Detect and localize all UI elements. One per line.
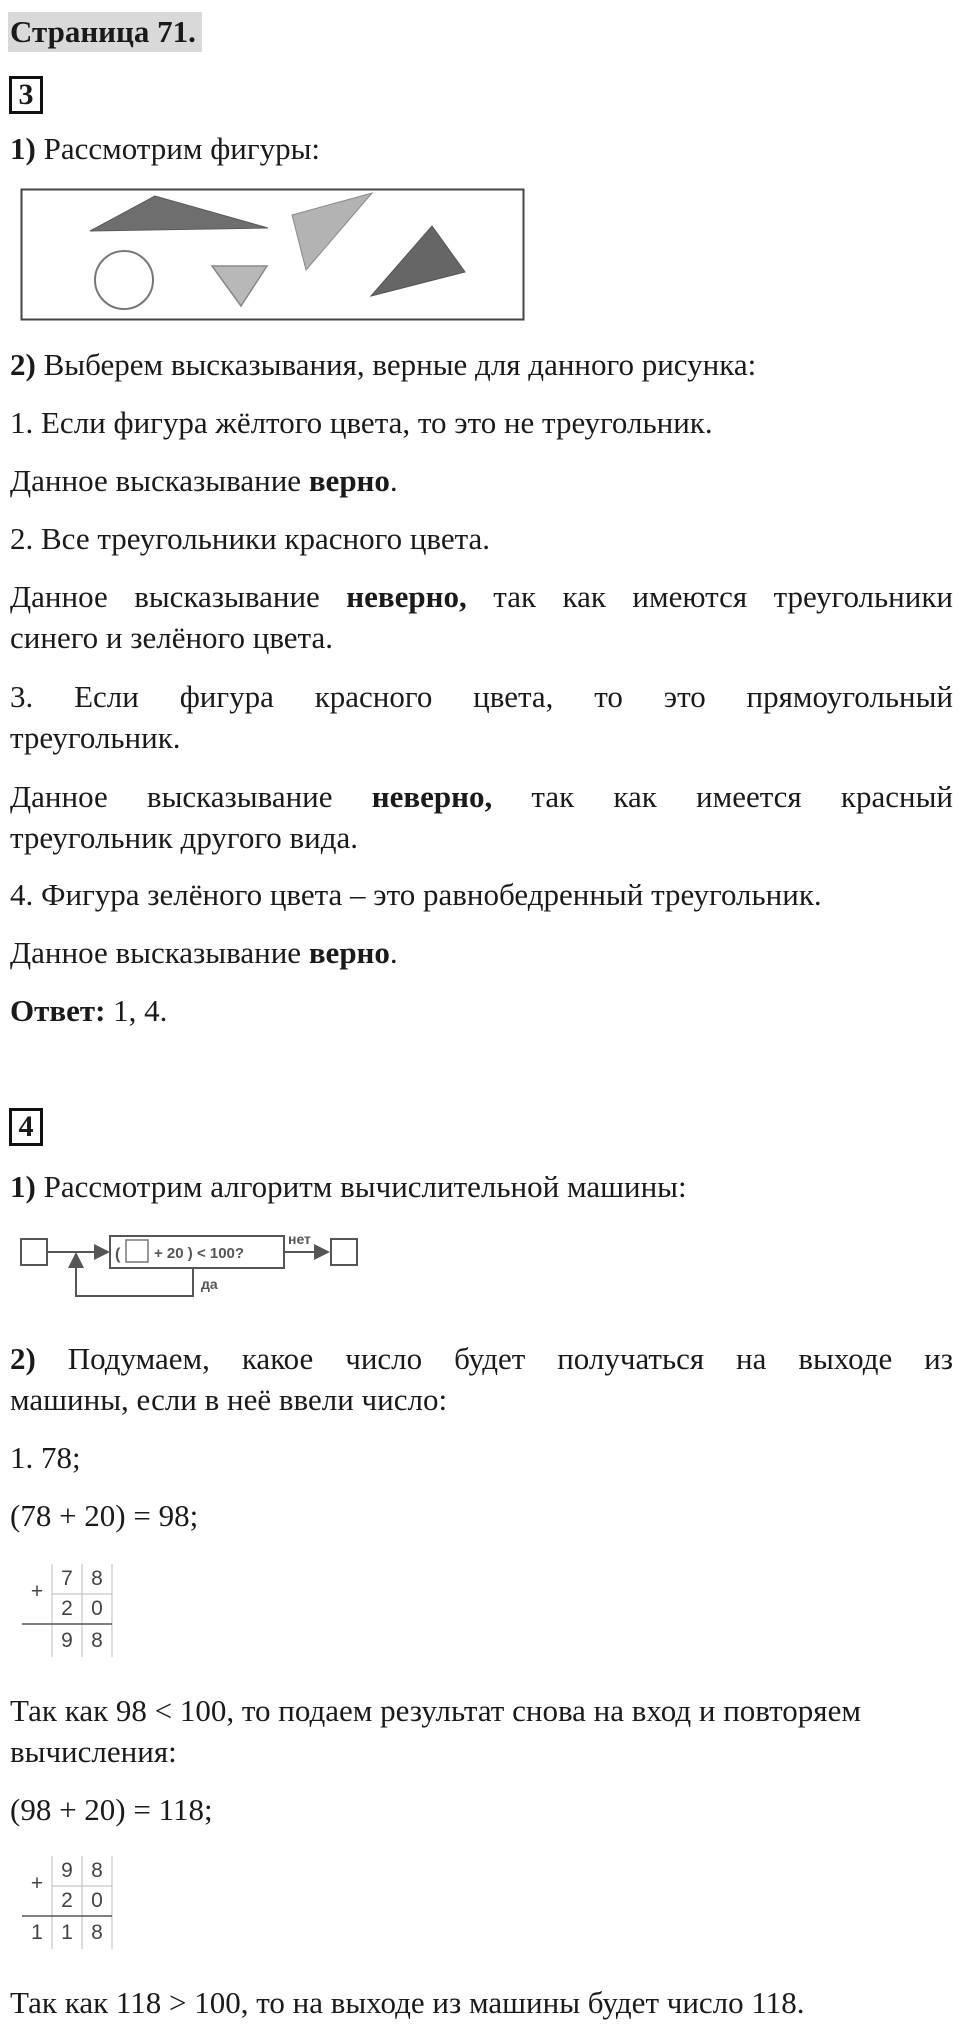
task-number-4: 4 — [9, 1108, 43, 1146]
verdict-2-line1 — [10, 576, 953, 618]
step-text: Рассмотрим алгоритм вычислительной машины: — [43, 1169, 687, 1204]
verdict-1 — [10, 460, 953, 502]
digit: 7 — [61, 1567, 73, 1590]
condition-open-paren: ( — [115, 1246, 121, 1263]
answer-value: 1, 4. — [105, 993, 168, 1028]
verdict-suffix: так как имеются треугольники — [466, 579, 953, 614]
task-number-3: 3 — [9, 76, 43, 114]
result-digit: 9 — [61, 1629, 73, 1652]
yellow-circle — [95, 251, 153, 309]
result-digit: 8 — [91, 1629, 103, 1652]
step-label: 2) — [10, 1341, 36, 1376]
verdict-prefix: Данное высказывание — [10, 935, 309, 970]
equation-2: (98 + 20) = 118; — [10, 1792, 213, 1827]
statement-3-line1: 3. Если фигура красного цвета, то это прямоугольный — [10, 679, 953, 714]
plus-sign: + — [30, 1872, 44, 1895]
task4-step2-line1 — [10, 1338, 953, 1380]
algorithm-diagram — [18, 1226, 368, 1308]
note-1-line1: Так как 98 < 100, то подаем результат снова на вход и повторяем — [10, 1693, 861, 1728]
verdict-2-line2: синего и зелёного цвета. — [10, 620, 333, 655]
answer-label: Ответ: — [10, 993, 106, 1028]
digit: 8 — [91, 1859, 103, 1882]
condition-text: + 20 ) < 100? — [154, 1245, 245, 1262]
task4-step2-line2: машины, если в неё ввели число: — [10, 1382, 448, 1417]
step-text: Подумаем, какое число будет получаться на выходе из — [67, 1341, 954, 1376]
column-addition-1 — [22, 1561, 122, 1659]
verdict-suffix: . — [389, 463, 398, 498]
item-1: 1. 78; — [10, 1440, 81, 1475]
statement-1: 1. Если фигура жёлтого цвета, то это не треугольник. — [10, 405, 713, 440]
shapes-figure — [20, 188, 525, 321]
verdict-suffix: так как имеется красный — [492, 779, 953, 814]
note-1-line2: вычисления: — [10, 1734, 177, 1769]
task3-step2 — [10, 344, 953, 386]
statement-3-line2: треугольник. — [10, 720, 181, 755]
note-2: Так как 118 > 100, то на выходе из машины будет число 118. — [10, 1985, 805, 2020]
step-label: 2) — [10, 347, 36, 382]
output-box — [331, 1239, 357, 1265]
task4-step1 — [10, 1166, 953, 1208]
verdict-3-line2: треугольник другого вида. — [10, 820, 359, 855]
page-title: Страница 71. — [8, 12, 202, 52]
column-addition-2 — [22, 1853, 122, 1951]
verdict-word: неверно, — [346, 579, 467, 614]
equation-1: (78 + 20) = 98; — [10, 1498, 199, 1533]
step-text: Рассмотрим фигуры: — [43, 131, 321, 166]
result-digit: 1 — [31, 1921, 43, 1944]
input-box — [21, 1239, 47, 1265]
task3-step1 — [10, 128, 953, 170]
digit: 9 — [61, 1859, 73, 1882]
verdict-prefix: Данное высказывание — [10, 579, 347, 614]
label-yes: да — [201, 1276, 218, 1292]
label-no: нет — [288, 1231, 311, 1247]
verdict-word: неверно, — [371, 779, 493, 814]
step-label: 1) — [10, 131, 36, 166]
statement-4: 4. Фигура зелёного цвета – это равнобедренный треугольник. — [10, 877, 822, 912]
digit: 8 — [91, 1567, 103, 1590]
verdict-4 — [10, 932, 953, 974]
digit: 2 — [61, 1597, 73, 1620]
statement-2: 2. Все треугольники красного цвета. — [10, 521, 491, 556]
task3-answer — [10, 990, 953, 1032]
verdict-word: верно — [308, 935, 390, 970]
verdict-suffix: . — [389, 935, 398, 970]
step-label: 1) — [10, 1169, 36, 1204]
verdict-3-line1 — [10, 776, 953, 818]
condition-input-box — [126, 1240, 148, 1262]
result-digit: 8 — [91, 1921, 103, 1944]
digit: 0 — [91, 1889, 103, 1912]
verdict-word: верно — [308, 463, 390, 498]
verdict-prefix: Данное высказывание — [10, 463, 309, 498]
digit: 0 — [91, 1597, 103, 1620]
verdict-prefix: Данное высказывание — [10, 779, 372, 814]
digit: 2 — [61, 1889, 73, 1912]
step-text: Выберем высказывания, верные для данного рисунка: — [43, 347, 757, 382]
result-digit: 1 — [61, 1921, 73, 1944]
plus-sign: + — [30, 1580, 44, 1603]
